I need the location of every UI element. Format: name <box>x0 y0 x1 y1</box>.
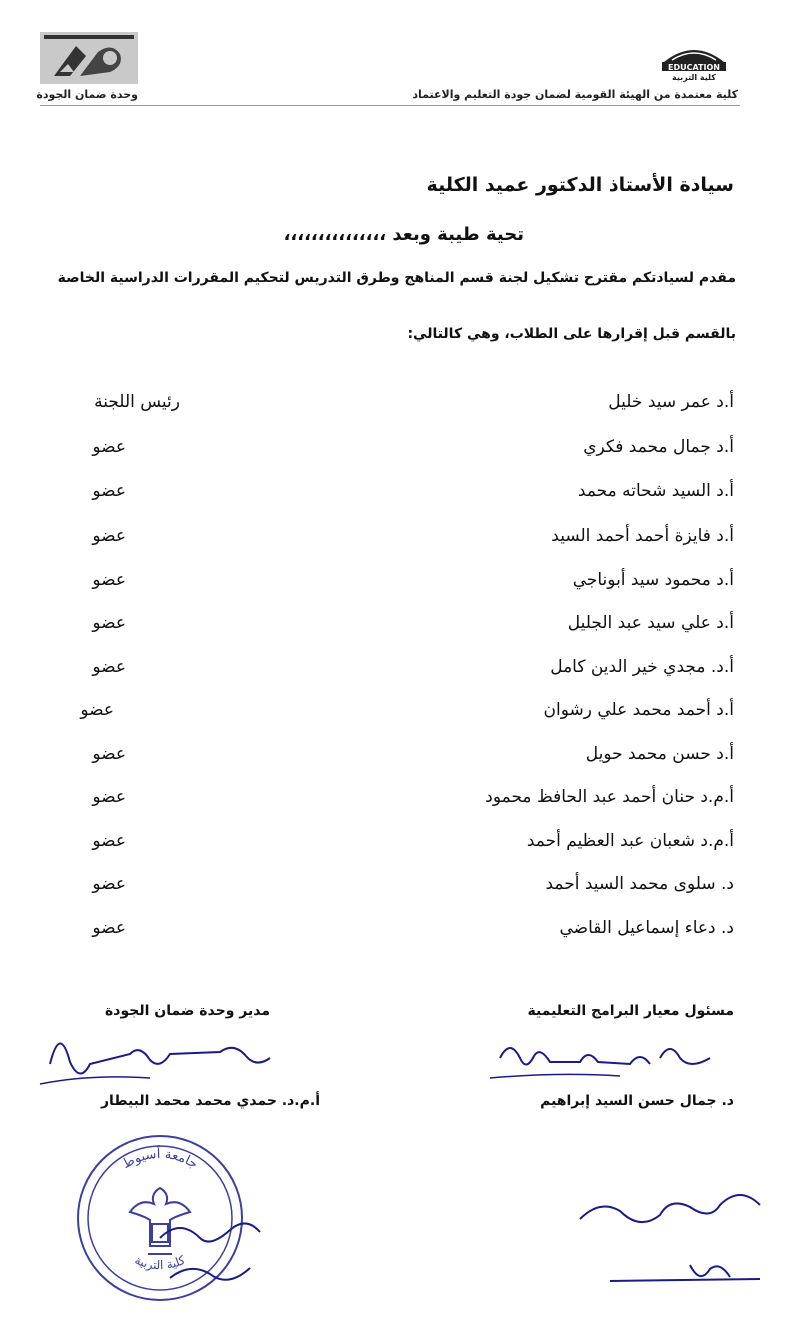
salutation: سيادة الأستاذ الدكتور عميد الكلية <box>426 174 734 196</box>
header-right-text: كلية معتمدة من الهيئة القومية لضمان جودة التعليم والاعتماد <box>412 88 738 101</box>
right-signatory-title: مسئول معيار البرامج التعليمية <box>527 1003 734 1019</box>
member-name: أ.م.د شعبان عبد العظيم أحمد <box>526 831 734 851</box>
member-name: أ.د فايزة أحمد أحمد السيد <box>551 526 734 546</box>
right-signature-scribble <box>480 1028 740 1088</box>
member-name: أ.د أحمد محمد علي رشوان <box>543 700 734 720</box>
member-role: عضو <box>92 526 126 546</box>
member-name: أ.د. مجدي خير الدين كامل <box>550 657 734 677</box>
member-name: أ.م.د حنان أحمد عبد الحافظ محمود <box>485 787 734 807</box>
member-name: أ.د عمر سيد خليل <box>608 392 734 412</box>
member-name: أ.د حسن محمد حويل <box>585 744 734 764</box>
svg-text:جامعة أسيوط <box>120 1145 200 1172</box>
member-name: أ.د محمود سيد أبوناجي <box>572 570 734 590</box>
greeting: تحية طيبة وبعد ،،،،،،،،،،،،،،، <box>283 224 524 245</box>
stamp-top-text: جامعة أسيوط <box>119 1146 201 1173</box>
member-name: د. دعاء إسماعيل القاضي <box>559 918 734 938</box>
member-role: عضو <box>92 570 126 590</box>
logo-text: EDUCATION <box>668 63 720 72</box>
member-role: عضو <box>92 918 126 938</box>
stamp-handwriting-scribble <box>150 1208 300 1298</box>
member-role: عضو <box>92 874 126 894</box>
left-signatory-title: مدير وحدة ضمان الجودة <box>105 1003 270 1019</box>
quality-unit-logo <box>40 32 138 84</box>
intro-line-2: بالقسم قبل إقرارها على الطلاب، وهي كالتالي: <box>407 326 736 342</box>
header-left-text: وحدة ضمان الجودة <box>36 88 138 101</box>
member-role: عضو <box>80 700 114 720</box>
dean-note-scribble <box>540 1185 780 1305</box>
member-name: د. سلوى محمد السيد أحمد <box>545 874 734 894</box>
member-role: عضو <box>92 831 126 851</box>
education-faculty-logo <box>658 40 730 82</box>
member-role: عضو <box>92 437 126 457</box>
logo-subtext: كلية التربية <box>672 73 716 82</box>
member-role: رئيس اللجنة <box>94 392 180 412</box>
member-name: أ.د علي سيد عبد الجليل <box>567 613 734 633</box>
member-name: أ.د السيد شحاته محمد <box>577 481 734 501</box>
stamp-bottom-text: كلية التربية <box>132 1252 188 1273</box>
member-role: عضو <box>92 613 126 633</box>
header-divider <box>40 105 740 106</box>
member-name: أ.د جمال محمد فكري <box>583 437 734 457</box>
left-signature-scribble <box>20 1024 300 1094</box>
intro-line-1: مقدم لسيادتكم مقترح تشكيل لجنة قسم المناهج وطرق التدريس لتحكيم المقررات الدراسية الخاصة <box>57 270 736 286</box>
member-role: عضو <box>92 481 126 501</box>
left-signatory-name: أ.م.د. حمدي محمد محمد البيطار <box>101 1093 320 1109</box>
member-role: عضو <box>92 787 126 807</box>
member-role: عضو <box>92 744 126 764</box>
right-signatory-name: د. جمال حسن السيد إبراهيم <box>540 1093 734 1109</box>
member-role: عضو <box>92 657 126 677</box>
